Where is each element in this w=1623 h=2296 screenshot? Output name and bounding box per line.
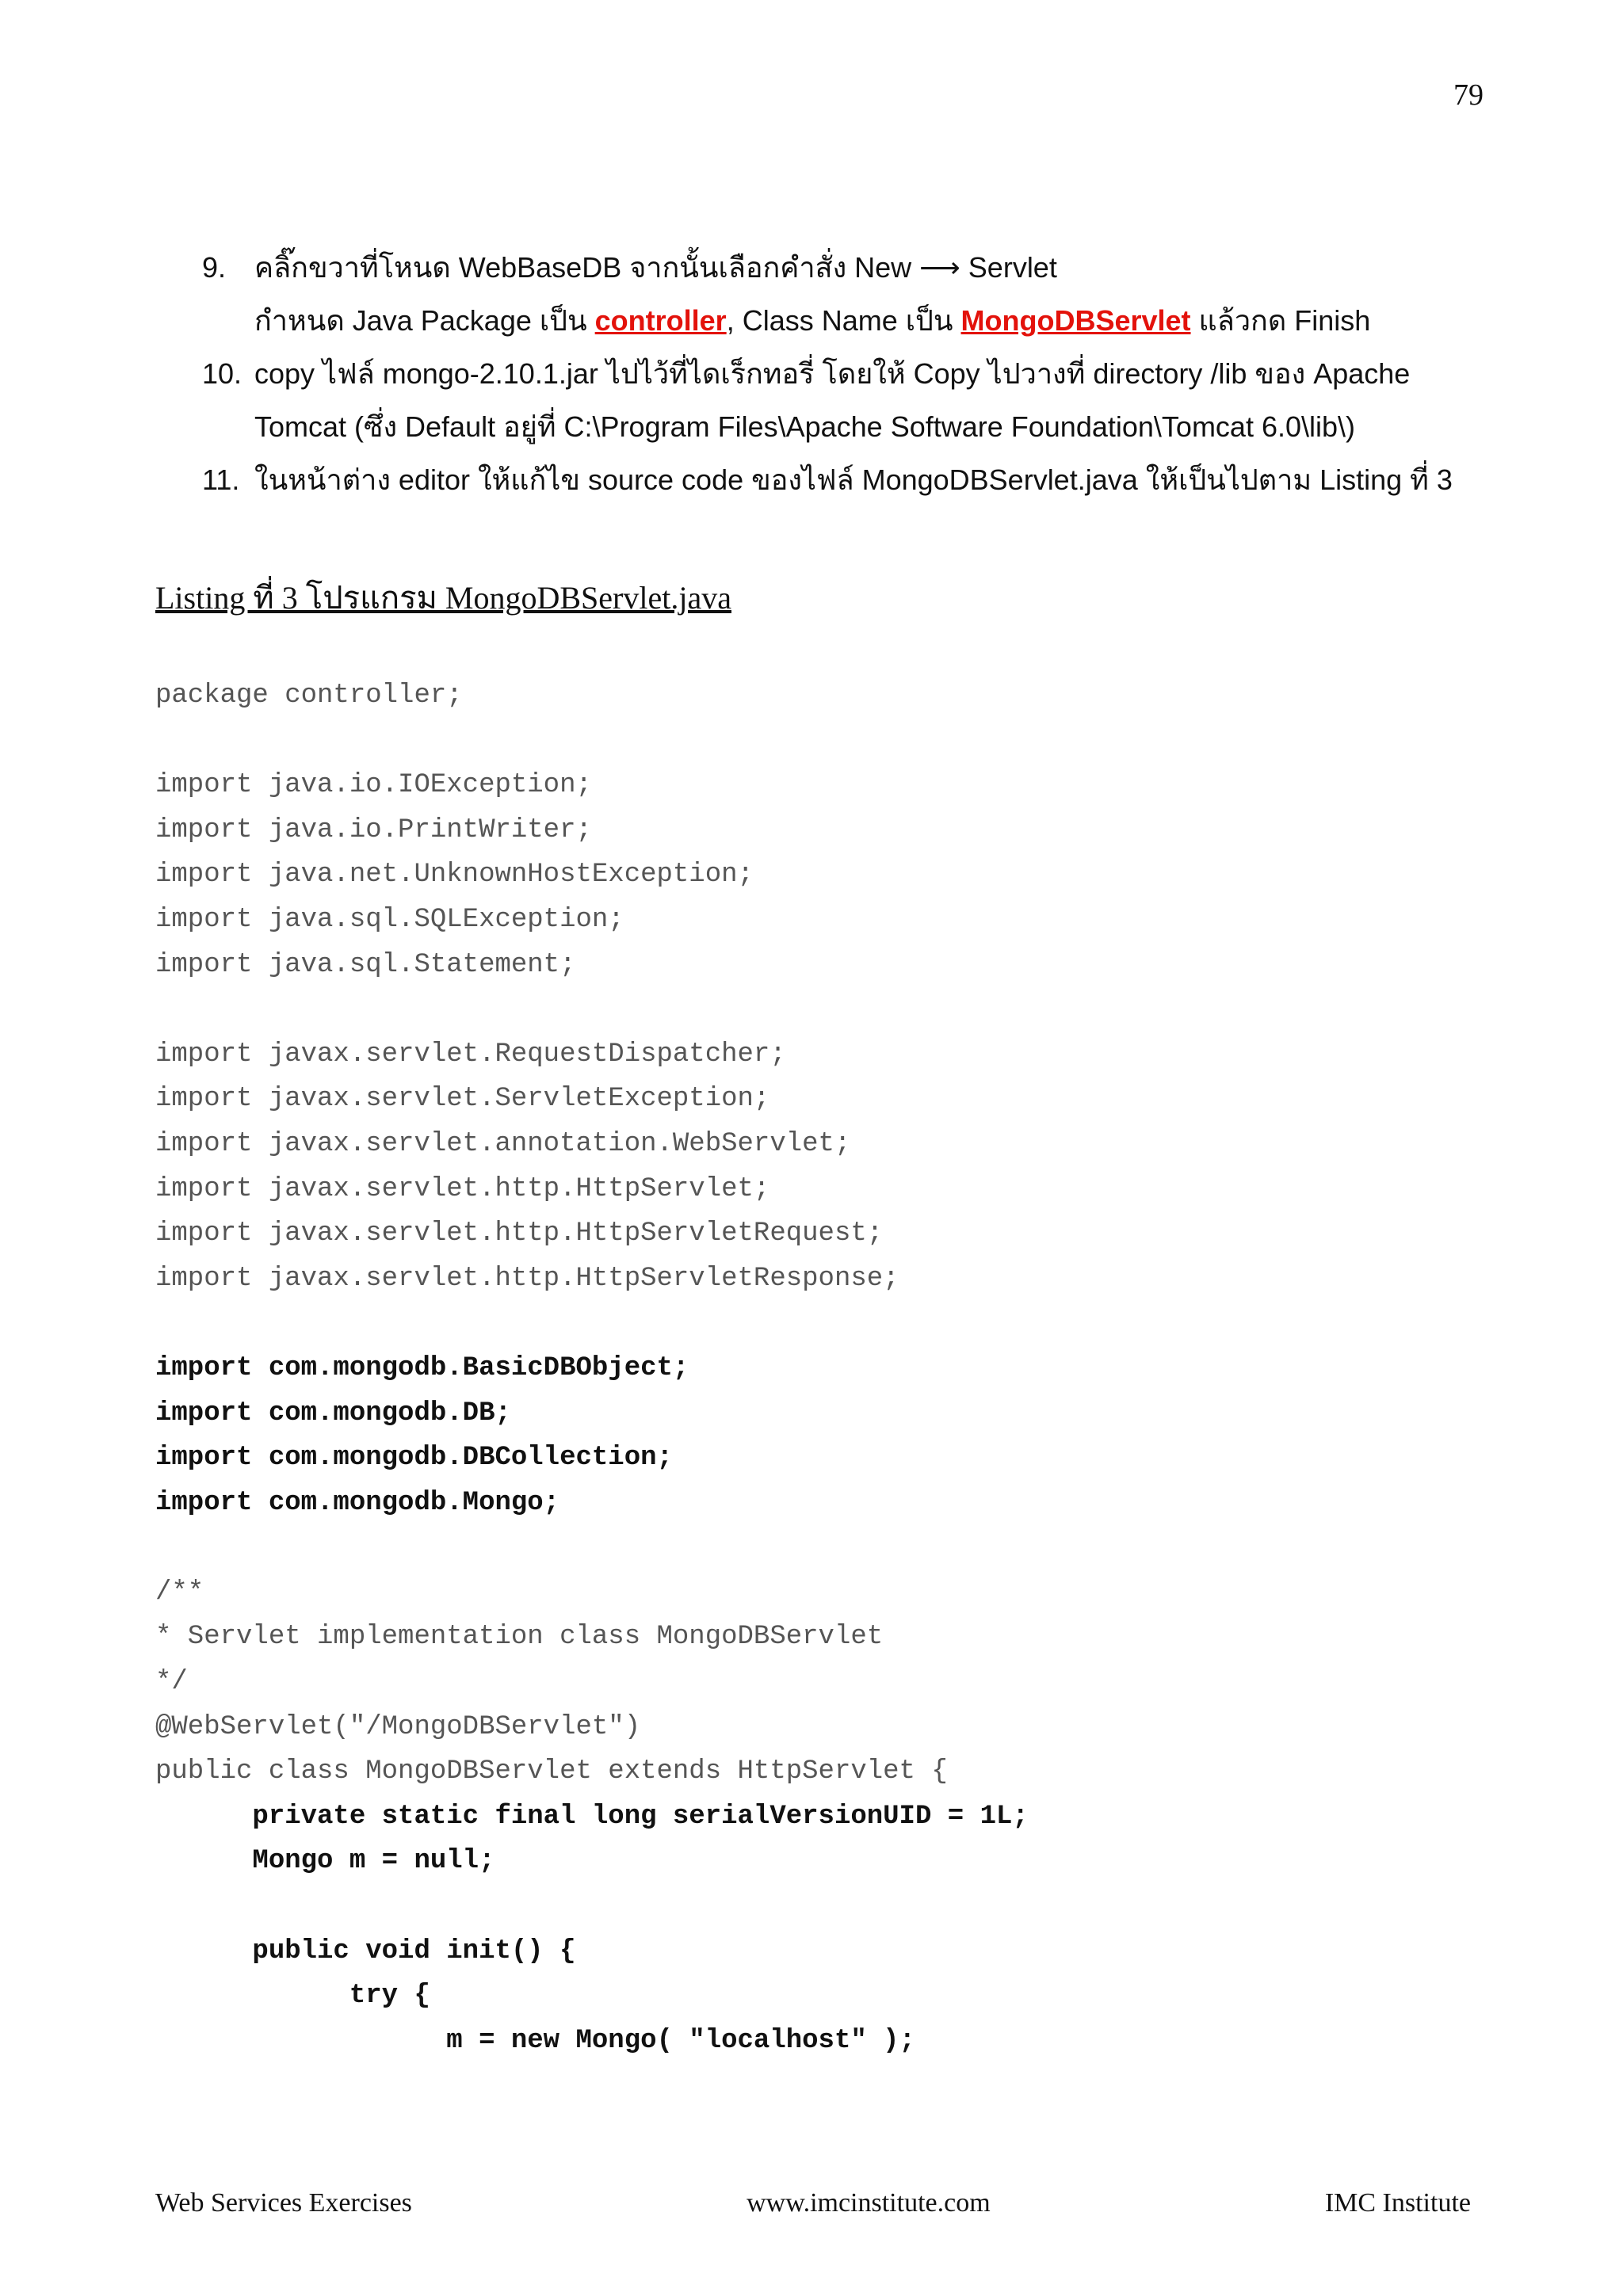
footer-right: IMC Institute [1324, 2188, 1471, 2218]
footer-center: www.imcinstitute.com [747, 2188, 991, 2218]
code-line: import javax.servlet.http.HttpServlet; [155, 1173, 770, 1204]
code-line: import javax.servlet.RequestDispatcher; [155, 1039, 786, 1070]
step-9-text-a: กำหนด Java Package เป็น [254, 304, 595, 337]
code-line: @WebServlet("/MongoDBServlet") [155, 1711, 641, 1742]
instruction-steps [202, 241, 1502, 506]
code-line: import java.io.IOException; [155, 770, 592, 801]
code-line: import javax.servlet.ServletException; [155, 1084, 770, 1115]
step-10-number: 10. [202, 357, 242, 390]
code-line [155, 987, 1029, 1032]
code-line: import java.io.PrintWriter; [155, 814, 592, 845]
code-line: import java.net.UnknownHostException; [155, 860, 754, 891]
footer-left: Web Services Exercises [155, 2188, 412, 2218]
step-11-number: 11. [202, 463, 240, 496]
code-line: import com.mongodb.DB; [155, 1398, 511, 1428]
step-10-text: copy ไฟล์ mongo-2.10.1.jar ไปไว้ที่ไดเร็กทอรี่ โดยให้ Copy ไปวางที่ directory /lib ของ Apache [254, 357, 1411, 390]
step-10-line-1 [202, 347, 1502, 400]
code-line: import javax.servlet.annotation.WebServlet; [155, 1128, 851, 1159]
code-line [155, 719, 1029, 764]
code-line: import java.sql.Statement; [155, 949, 576, 980]
code-line [155, 1301, 1029, 1346]
step-11-line-1 [202, 453, 1502, 506]
step-9-text-b: , Class Name เป็น [726, 304, 961, 337]
code-line: m = new Mongo( "localhost" ); [155, 2025, 915, 2056]
code-line: package controller; [155, 681, 463, 711]
code-line: import com.mongodb.Mongo; [155, 1487, 560, 1518]
step-10-line-2 [202, 400, 1502, 453]
page-number: 79 [1453, 78, 1484, 112]
listing-title: Listing ที่ 3 โปรแกรม MongoDBServlet.java [155, 580, 731, 616]
step-11-text: ในหน้าต่าง editor ให้แก้ไข source code ของไฟล์ MongoDBServlet.java ให้เป็นไปตาม Listing ที่ 3 [254, 463, 1453, 496]
step-9-line-2 [202, 294, 1502, 347]
step-9-line-1 [202, 241, 1502, 294]
code-line: import java.sql.SQLException; [155, 904, 624, 935]
code-line: import javax.servlet.http.HttpServletResponse; [155, 1263, 899, 1294]
code-listing [155, 673, 1029, 2063]
code-line: public void init() { [155, 1936, 576, 1966]
code-line: import com.mongodb.BasicDBObject; [155, 1352, 689, 1383]
class-name-highlight: MongoDBServlet [960, 304, 1191, 337]
package-name-highlight: controller [594, 304, 727, 337]
step-9-text-c: แล้วกด Finish [1190, 304, 1371, 337]
step-9-number: 9. [202, 251, 227, 284]
code-line: import javax.servlet.http.HttpServletRequest; [155, 1219, 884, 1249]
page-footer [155, 2188, 1471, 2218]
code-line [155, 1525, 1029, 1570]
code-line: Mongo m = null; [155, 1846, 495, 1877]
code-line [155, 1884, 1029, 1929]
code-line: public class MongoDBServlet extends HttpServlet { [155, 1756, 948, 1787]
code-line: * Servlet implementation class MongoDBServlet [155, 1622, 884, 1653]
step-10-text-2: Tomcat (ซึ่ง Default อยู่ที่ C:\Program Files\Apache Software Foundation\Tomcat 6.0\lib\) [254, 410, 1356, 443]
code-line: */ [155, 1667, 188, 1698]
code-line: private static final long serialVersionUID = 1L; [155, 1801, 1029, 1832]
step-9-text: คลิ๊กขวาที่โหนด WebBaseDB จากนั้นเลือกคำสั่ง New ⟶ Servlet [254, 251, 1057, 284]
code-line: try { [155, 1981, 430, 2012]
code-line: /** [155, 1577, 204, 1608]
code-line: import com.mongodb.DBCollection; [155, 1443, 673, 1474]
